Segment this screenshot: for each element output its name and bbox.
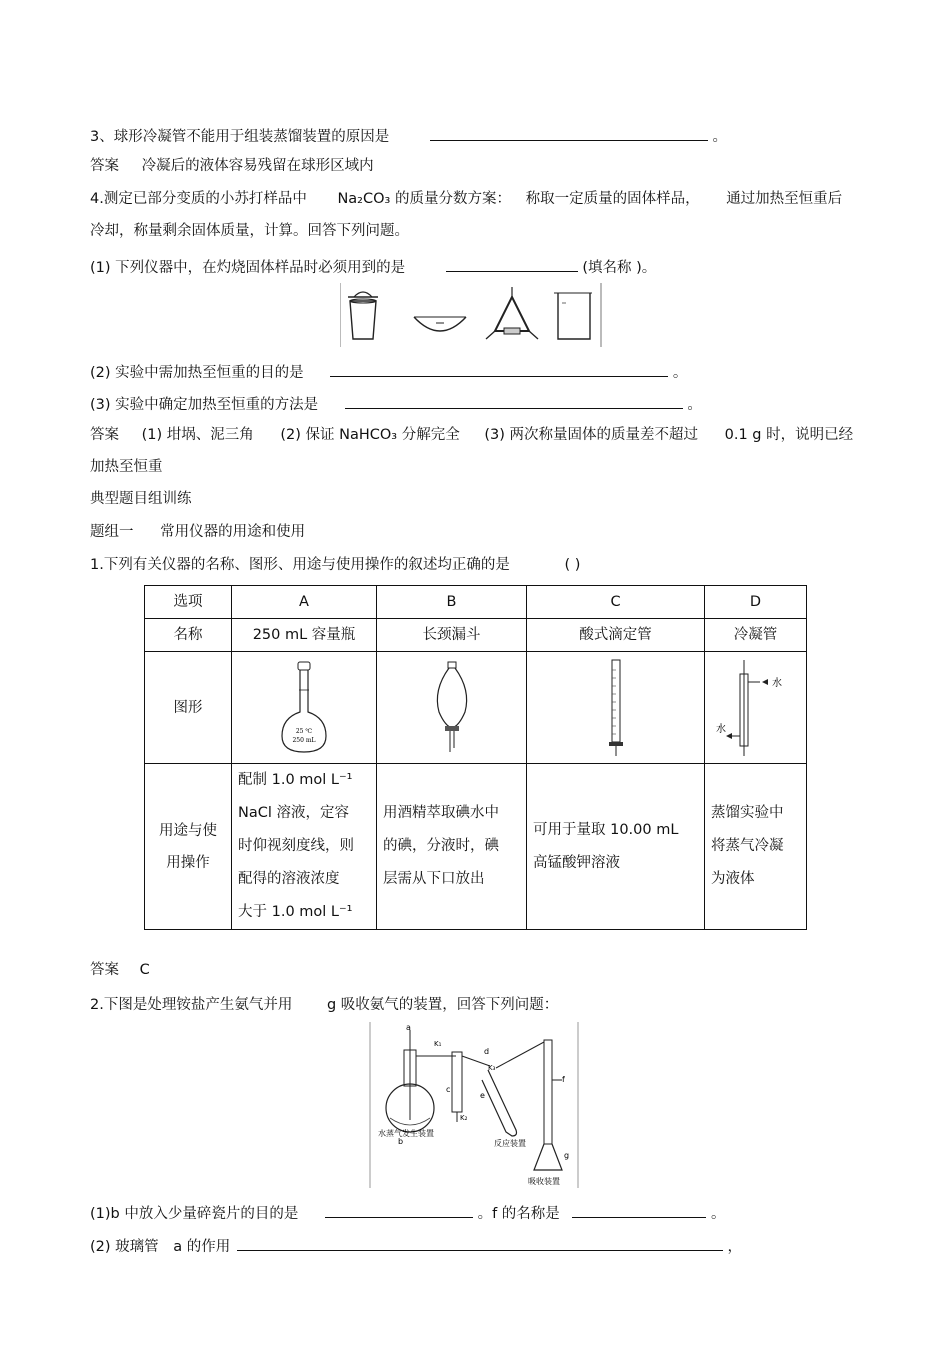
answer-blank (330, 362, 668, 377)
q4-sub1: (1) 下列仪器中，在灼烧固体样品时必须用到的是 (填名称 )。 (90, 257, 656, 277)
table-cell: 可用于量取 10.00 mL 高锰酸钾溶液 (527, 764, 705, 930)
beaker-icon (554, 293, 592, 339)
table-cell: 用途与使 用操作 (145, 764, 232, 930)
table-cell: 图形 (145, 652, 232, 764)
svg-text:水蒸气发生装置: 水蒸气发生装置 (378, 1129, 434, 1138)
volumetric-flask-cell (232, 652, 377, 764)
answer-blank (345, 394, 683, 409)
p2-sub1: (1)b 中放入少量碎瓷片的目的是 。f 的名称是 。 (90, 1203, 726, 1223)
p2-sub2: (2) 玻璃管 a 的作用 ， (90, 1236, 742, 1256)
burette-cell (527, 652, 705, 764)
svg-text:吸收装置: 吸收装置 (528, 1177, 560, 1186)
answer-blank (325, 1203, 473, 1218)
svg-text:a: a (406, 1023, 411, 1032)
p1-question: 1.下列有关仪器的名称、图形、用途与使用操作的叙述均正确的是 ( ) (90, 557, 581, 573)
evaporating-dish-icon (414, 317, 466, 331)
svg-text:反应装置: 反应装置 (494, 1139, 526, 1148)
table-cell: 长颈漏斗 (377, 619, 527, 652)
table-row-name (145, 619, 807, 652)
table-cell: 蒸馏实验中 将蒸气冷凝 为液体 (705, 764, 807, 930)
table-cell: 名称 (145, 619, 232, 652)
svg-text:水: 水 (715, 723, 726, 735)
ammonia-apparatus-figure (368, 1020, 580, 1190)
p1-answer: 答案 C (90, 962, 150, 978)
q4-stem-line1: 4.测定已部分变质的小苏打样品中 Na₂CO₃ 的质量分数方案： 称取一定质量的固体样品， 通过加热至恒重后 (90, 191, 843, 207)
answer-blank (430, 126, 708, 141)
table-cell: 用酒精萃取碘水中 的碘，分液时，碘 层需从下口放出 (377, 764, 527, 930)
svg-text:f: f (562, 1075, 565, 1084)
group-heading: 题组一 常用仪器的用途和使用 (90, 524, 306, 540)
answer-blank (446, 257, 578, 272)
table-cell: 配制 1.0 mol L⁻¹ NaCl 溶液，定容 时仰视刻度线，则 配得的溶液浓度 大于 1.0 mol L⁻¹ (232, 764, 377, 930)
table-cell: C (527, 586, 705, 619)
table-cell: 冷凝管 (705, 619, 807, 652)
table-cell: 酸式滴定管 (527, 619, 705, 652)
table-cell: B (377, 586, 527, 619)
svg-text:250 mL: 250 mL (292, 736, 316, 744)
q4-sub2: (2) 实验中需加热至恒重的目的是 。 (90, 362, 687, 382)
q4-sub3: (3) 实验中确定加热至恒重的方法是 。 (90, 394, 702, 414)
options-table (144, 585, 807, 930)
q4-answer: 答案 (1) 坩埚、泥三角 (2) 保证 NaHCO₃ 分解完全 (3) 两次称量固体的质量差不超过 0.1 g 时，说明已经 (90, 427, 854, 443)
volumetric-flask-icon (274, 660, 334, 756)
crucible-icon (348, 292, 378, 339)
svg-text:e: e (480, 1091, 485, 1100)
separatory-funnel-cell (377, 652, 527, 764)
acid-burette-icon (601, 658, 631, 758)
answer-blank (572, 1203, 706, 1218)
condenser-icon (716, 658, 796, 758)
table-cell: 选项 (145, 586, 232, 619)
table-cell: 250 mL 容量瓶 (232, 619, 377, 652)
section-title: 典型题目组训练 (90, 491, 192, 507)
svg-text:25 ℃: 25 ℃ (295, 727, 313, 735)
clay-triangle-icon (486, 287, 538, 339)
table-row-figure (145, 652, 807, 764)
svg-text:K₃: K₃ (488, 1064, 496, 1072)
q4-answer-line2: 加热至恒重 (90, 459, 163, 475)
separatory-funnel-icon (427, 660, 477, 756)
q4-stem-line2: 冷却，称量剩余固体质量，计算。回答下列问题。 (90, 223, 409, 239)
svg-text:g: g (564, 1151, 570, 1160)
table-cell: A (232, 586, 377, 619)
answer-blank (237, 1236, 723, 1251)
q3-answer: 答案 冷凝后的液体容易残留在球形区域内 (90, 158, 374, 174)
svg-text:d: d (484, 1047, 490, 1056)
table-cell: D (705, 586, 807, 619)
table-row-usage (145, 764, 807, 930)
p2-question: 2.下图是处理铵盐产生氨气并用 g 吸收氨气的装置，回答下列问题： (90, 997, 559, 1013)
svg-text:b: b (398, 1137, 404, 1146)
table-header-row (145, 586, 807, 619)
svg-text:c: c (446, 1085, 451, 1094)
instruments-figure (340, 283, 602, 347)
condenser-cell (705, 652, 807, 764)
svg-text:K₁: K₁ (434, 1040, 442, 1048)
q3-question: 3、球形冷凝管不能用于组装蒸馏装置的原因是 。 (90, 126, 727, 146)
svg-text:水: 水 (771, 677, 782, 689)
svg-text:K₂: K₂ (460, 1114, 468, 1122)
